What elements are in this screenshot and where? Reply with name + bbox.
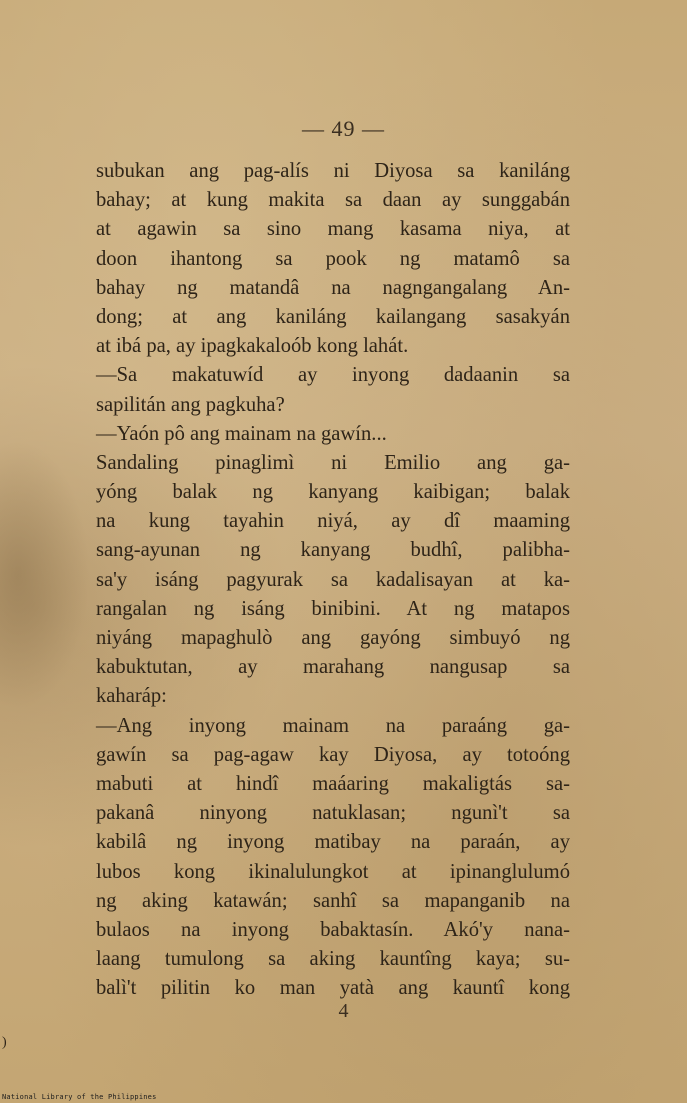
signature-mark: 4 [338, 1000, 349, 1022]
text-line: Sandaling pinaglimì ni Emilio ang ga- [96, 451, 570, 474]
paper-stain [0, 440, 90, 710]
text-line: pakanâ ninyong natuklasan; ngunì't sa [96, 802, 570, 825]
text-line: yóng balak ng kanyang kaibigan; balak [96, 481, 570, 504]
text-line: at ibá pa, ay ipagkakaloób kong lahát. [96, 335, 409, 358]
text-line: ng aking katawán; sanhî sa mapanganib na [96, 889, 570, 912]
text-line: doon ihantong sa pook ng matamô sa [96, 247, 570, 270]
text-line: bahay ng matandâ na nagngangalang An- [96, 276, 570, 299]
text-line: balì't pilitin ko man yatà ang kauntî kong [96, 977, 570, 1000]
text-line: at agawin sa sino mang kasama niya, at [96, 218, 570, 241]
text-line: —Ang inyong mainam na paraáng ga- [96, 714, 570, 737]
margin-mark: ) [2, 1035, 7, 1050]
text-line: mabuti at hindî maáaring makaligtás sa- [96, 772, 570, 795]
page-number: — 49 — [302, 116, 385, 141]
text-line: sa'y isáng pagyurak sa kadalisayan at ka- [96, 568, 570, 591]
library-credit: National Library of the Philippines [2, 1093, 157, 1101]
text-line: subukan ang pag-alís ni Diyosa sa kaniláng [96, 160, 570, 182]
text-line: kaharáp: [96, 685, 167, 708]
text-line: lubos kong ikinalulungkot at ipinanglulumó [96, 860, 570, 883]
text-line: na kung tayahin niyá, ay dî maaming [96, 510, 570, 533]
body-text [96, 157, 570, 1003]
text-line: kabuktutan, ay marahang nangusap sa [96, 656, 570, 679]
text-line: niyáng mapaghulò ang gayóng simbuyó ng [96, 627, 570, 649]
text-line: bahay; at kung makita sa daan ay sunggabán [96, 189, 570, 212]
text-line: —Yaón pô ang mainam na gawín... [96, 422, 387, 445]
text-line: laang tumulong sa aking kauntîng kaya; su- [96, 948, 570, 971]
text-line: rangalan ng isáng binibini. At ng matapos [96, 597, 570, 620]
text-line: gawín sa pag-agaw kay Diyosa, ay totoóng [96, 743, 570, 766]
text-line: kabilâ ng inyong matibay na paraán, ay [96, 831, 570, 854]
text-line: sang-ayunan ng kanyang budhî, palibha- [96, 539, 570, 562]
text-line: bulaos na inyong babaktasín. Akó'y nana- [96, 918, 570, 941]
text-line: sapilitán ang pagkuha? [96, 393, 285, 416]
text-line: dong; at ang kaniláng kailangang sasakyán [96, 305, 570, 328]
text-line: —Sa makatuwíd ay inyong dadaanin sa [96, 364, 570, 387]
